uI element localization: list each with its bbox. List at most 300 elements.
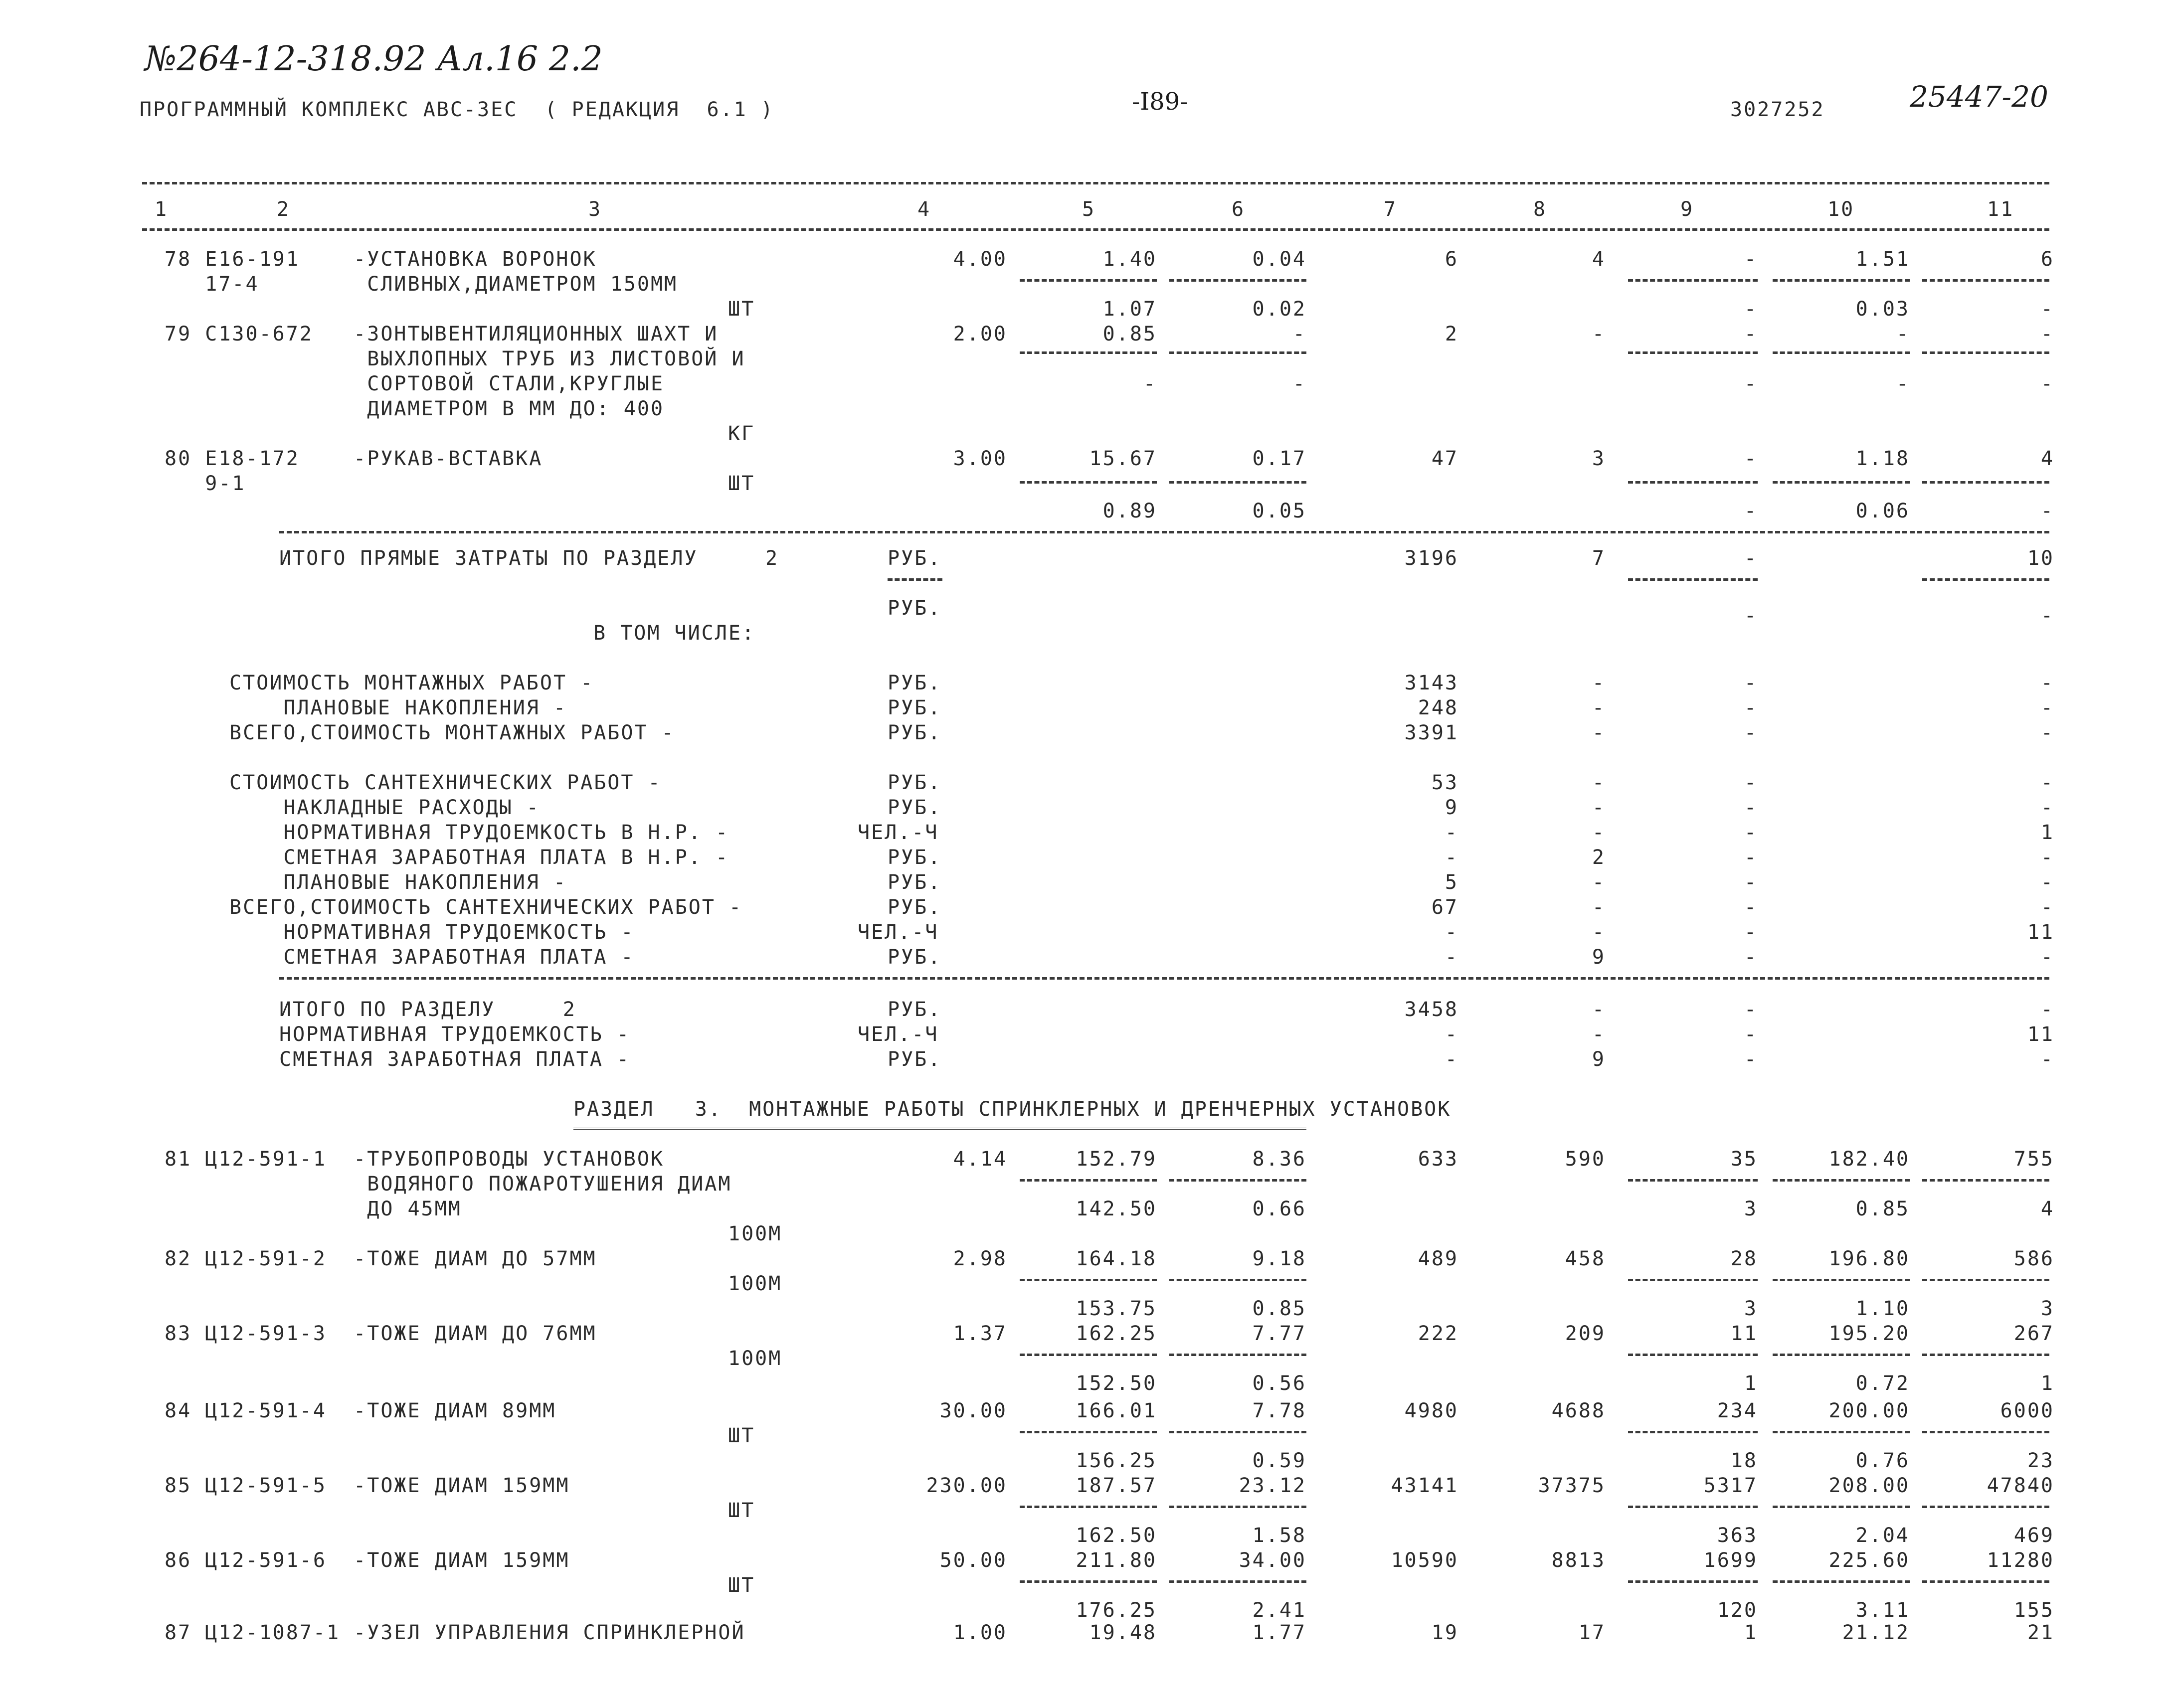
cell-c11: 21 [2027, 1621, 2054, 1644]
summary-line-unit: РУБ. [888, 871, 942, 894]
cell-c6: 34.00 [1239, 1549, 1306, 1572]
cell-c9: - [1744, 447, 1758, 470]
cell-c6: 7.77 [1252, 1322, 1306, 1345]
cell-c10: 195.20 [1828, 1322, 1910, 1345]
cell-c11: 3 [2040, 1297, 2054, 1320]
summary-line-unit: РУБ. [888, 896, 942, 919]
cell-c9: 234 [1717, 1399, 1758, 1422]
summary-c9: - [1744, 846, 1758, 869]
section-total-c11: - [2040, 998, 2054, 1021]
summary-line-label: СМЕТНАЯ ЗАРАБОТНАЯ ПЛАТА В Н.Р. - [229, 846, 729, 869]
cell-c10: 0.76 [1855, 1449, 1910, 1472]
column-header-6: 6 [1232, 198, 1246, 221]
direct-costs-sub-c11: - [2040, 604, 2054, 627]
summary-c11: - [2040, 721, 2054, 744]
summary-c7: - [1445, 846, 1458, 869]
row-text: 82 Ц12-591-2 -ТОЖЕ ДИАМ ДО 57ММ [165, 1247, 597, 1270]
row-text: 78 Е16-191 -УСТАНОВКА ВОРОНОК [165, 248, 597, 271]
cell-c8: 3 [1592, 447, 1606, 470]
direct-costs-c9: - [1744, 547, 1758, 570]
summary-line-unit: ЧЕЛ.-Ч [858, 921, 939, 944]
dashed-rule [1922, 578, 2049, 581]
cell-c10: 3.11 [1855, 1599, 1910, 1622]
cell-c6: 0.04 [1252, 248, 1306, 271]
dashed-rule [1773, 1431, 1910, 1433]
dashed-rule [1773, 1354, 1910, 1356]
section-total-c9: - [1744, 998, 1758, 1021]
cell-c6: - [1292, 372, 1306, 395]
summary-line-label: НОРМАТИВНАЯ ТРУДОЕМКОСТЬ В Н.Р. - [229, 821, 729, 844]
program-header: ПРОГРАММНЫЙ КОМПЛЕКС АВС-3ЕС ( РЕДАКЦИЯ 6.1 ) [140, 98, 774, 121]
cell-c5: 0.89 [1102, 500, 1157, 522]
dashed-rule [1773, 1179, 1910, 1182]
summary-line-label: НАКЛАДНЫЕ РАСХОДЫ - [229, 796, 540, 819]
summary-c7: 3391 [1404, 721, 1458, 744]
cell-c5: 0.85 [1102, 323, 1157, 345]
summary-c9: - [1744, 696, 1758, 719]
cell-c9: - [1744, 298, 1758, 321]
row-unit: ШТ [728, 1574, 755, 1597]
direct-costs-c11: 10 [2027, 547, 2054, 570]
cell-c10: 0.72 [1855, 1372, 1910, 1395]
summary-c7: 53 [1431, 771, 1458, 794]
cell-c4: 2.98 [953, 1247, 1007, 1270]
cell-c7: 10590 [1391, 1549, 1458, 1572]
direct-costs-c7: 3196 [1404, 547, 1458, 570]
dashed-rule [142, 228, 2049, 231]
dashed-rule [1922, 1179, 2049, 1182]
row-text: 9-1 [165, 472, 246, 495]
cell-c10: 1.10 [1855, 1297, 1910, 1320]
summary-line-label: НОРМАТИВНАЯ ТРУДОЕМКОСТЬ - [229, 921, 635, 944]
cell-c8: 37375 [1538, 1474, 1606, 1497]
dashed-rule [1922, 1431, 2049, 1433]
cell-c9: - [1744, 323, 1758, 345]
cell-c10: - [1896, 323, 1910, 345]
cell-c6: 0.17 [1252, 447, 1306, 470]
dashed-rule [1169, 481, 1306, 484]
summary-c9: - [1744, 946, 1758, 969]
cell-c11: - [2040, 298, 2054, 321]
handwritten-doc-ref: №264-12-318.92 Ал.16 2.2 [145, 39, 603, 79]
cell-c9: 11 [1730, 1322, 1758, 1345]
cell-c7: 43141 [1391, 1474, 1458, 1497]
cell-c6: 0.56 [1252, 1372, 1306, 1395]
direct-costs-sub-unit: РУБ. [888, 597, 942, 620]
column-header-5: 5 [1082, 198, 1096, 221]
row-text: СОРТОВОЙ СТАЛИ,КРУГЛЫЕ [165, 372, 665, 395]
cell-c10: 0.85 [1855, 1197, 1910, 1220]
dashed-rule [1169, 1431, 1306, 1433]
summary-line-label: СТОИМОСТЬ САНТЕХНИЧЕСКИХ РАБОТ - [229, 771, 662, 794]
cell-c5: 162.50 [1076, 1524, 1157, 1547]
cell-c6: - [1292, 323, 1306, 345]
cell-c5: 156.25 [1076, 1449, 1157, 1472]
row-text: 83 Ц12-591-3 -ТОЖЕ ДИАМ ДО 76ММ [165, 1322, 597, 1345]
summary-line-unit: РУБ. [888, 946, 942, 969]
summary-c7: 9 [1445, 796, 1458, 819]
direct-costs-sub-c9: - [1744, 604, 1758, 627]
cell-c8: 4 [1592, 248, 1606, 271]
row-text: ДО 45ММ [165, 1197, 462, 1220]
dashed-rule [1020, 1354, 1157, 1356]
handwritten-code: 25447-20 [1910, 80, 2048, 114]
cell-c8: 17 [1578, 1621, 1606, 1644]
cell-c6: 0.85 [1252, 1297, 1306, 1320]
row-text: 79 С130-672 -ЗОНТЫВЕНТИЛЯЦИОННЫХ ШАХТ И [165, 323, 719, 345]
dashed-rule [1020, 1506, 1157, 1508]
cell-c6: 0.66 [1252, 1197, 1306, 1220]
cell-c4: 3.00 [953, 447, 1007, 470]
dashed-rule [1922, 279, 2049, 282]
dashed-rule [1020, 351, 1157, 354]
cell-c11: 6 [2040, 248, 2054, 271]
section-total-c7: 3458 [1404, 998, 1458, 1021]
summary-c7: - [1445, 921, 1458, 944]
summary-c9: - [1744, 771, 1758, 794]
cell-c11: 4 [2040, 447, 2054, 470]
dashed-rule [279, 531, 2049, 533]
column-header-7: 7 [1384, 198, 1398, 221]
dashed-rule [1628, 351, 1758, 354]
cell-c6: 7.78 [1252, 1399, 1306, 1422]
cell-c11: 755 [2013, 1148, 2054, 1171]
cell-c9: 18 [1730, 1449, 1758, 1472]
dashed-rule [1020, 1431, 1157, 1433]
dashed-rule [1169, 279, 1306, 282]
summary-c8: - [1592, 921, 1606, 944]
cell-c11: - [2040, 500, 2054, 522]
cell-c6: 0.02 [1252, 298, 1306, 321]
cell-c5: 211.80 [1076, 1549, 1157, 1572]
cell-c5: 1.07 [1102, 298, 1157, 321]
cell-c11: 23 [2027, 1449, 2054, 1472]
direct-costs-label: ИТОГО ПРЯМЫЕ ЗАТРАТЫ ПО РАЗДЕЛУ 2 [279, 547, 779, 570]
summary-line-unit: РУБ. [888, 771, 942, 794]
dashed-rule [888, 578, 942, 581]
cell-c7: 2 [1445, 323, 1458, 345]
dashed-rule [1628, 279, 1758, 282]
cell-c5: 187.57 [1076, 1474, 1157, 1497]
cell-c4: 2.00 [953, 323, 1007, 345]
cell-c5: 176.25 [1076, 1599, 1157, 1622]
cell-c5: 162.25 [1076, 1322, 1157, 1345]
summary-c7: 3143 [1404, 672, 1458, 694]
cell-c5: 152.50 [1076, 1372, 1157, 1395]
row-text: ВОДЯНОГО ПОЖАРОТУШЕНИЯ ДИАМ [165, 1173, 732, 1196]
cell-c7: 489 [1418, 1247, 1458, 1270]
cell-c11: 11280 [1987, 1549, 2054, 1572]
cell-c6: 0.59 [1252, 1449, 1306, 1472]
summary-c11: - [2040, 672, 2054, 694]
summary-line-label: ПЛАНОВЫЕ НАКОПЛЕНИЯ - [229, 696, 567, 719]
dashed-rule [1922, 1354, 2049, 1356]
cell-c7: 4980 [1404, 1399, 1458, 1422]
summary-line-label: ВСЕГО,СТОИМОСТЬ МОНТАЖНЫХ РАБОТ - [229, 721, 675, 744]
cell-c10: 196.80 [1828, 1247, 1910, 1270]
cell-c9: - [1744, 500, 1758, 522]
cell-c9: 35 [1730, 1148, 1758, 1171]
cell-c5: 166.01 [1076, 1399, 1157, 1422]
summary-c9: - [1744, 796, 1758, 819]
dashed-rule [1628, 1431, 1758, 1433]
summary-c8: - [1592, 821, 1606, 844]
summary-c9: - [1744, 896, 1758, 919]
column-header-2: 2 [277, 198, 291, 221]
column-header-3: 3 [588, 198, 602, 221]
dashed-rule [142, 182, 2049, 184]
cell-c4: 30.00 [939, 1399, 1007, 1422]
row-text: ВЫХЛОПНЫХ ТРУБ ИЗ ЛИСТОВОЙ И [165, 347, 745, 370]
summary-c11: - [2040, 846, 2054, 869]
dashed-rule [1628, 1580, 1758, 1583]
cell-c5: 152.79 [1076, 1148, 1157, 1171]
summary-line-label: ВСЕГО,СТОИМОСТЬ САНТЕХНИЧЕСКИХ РАБОТ - [229, 896, 743, 919]
dashed-rule [1922, 1279, 2049, 1281]
including-label: В ТОМ ЧИСЛЕ: [593, 622, 755, 645]
direct-costs-unit: РУБ. [888, 547, 942, 570]
section3-title: РАЗДЕЛ 3. МОНТАЖНЫЕ РАБОТЫ СПРИНКЛЕРНЫХ И ДРЕНЧЕРНЫХ УСТАНОВОК [573, 1098, 1452, 1121]
cell-c8: 590 [1565, 1148, 1606, 1171]
dashed-rule [1020, 1179, 1157, 1182]
section-total-c11: - [2040, 1048, 2054, 1071]
cell-c10: 200.00 [1828, 1399, 1910, 1422]
row-text: ДИАМЕТРОМ В ММ ДО: 400 [165, 397, 665, 420]
cell-c11: 1 [2040, 1372, 2054, 1395]
summary-c9: - [1744, 821, 1758, 844]
summary-c9: - [1744, 921, 1758, 944]
summary-c11: - [2040, 696, 2054, 719]
cell-c10: 208.00 [1828, 1474, 1910, 1497]
cell-c5: 1.40 [1102, 248, 1157, 271]
dashed-rule [1169, 1179, 1306, 1182]
dashed-rule [1020, 279, 1157, 282]
cell-c10: 21.12 [1842, 1621, 1910, 1644]
cell-c7: 47 [1431, 447, 1458, 470]
cell-c8: 4688 [1551, 1399, 1606, 1422]
double-rule [573, 1128, 1306, 1133]
cell-c9: 120 [1717, 1599, 1758, 1622]
cell-c10: 1.51 [1855, 248, 1910, 271]
row-unit: ШТ [728, 1499, 755, 1522]
summary-c8: - [1592, 796, 1606, 819]
summary-c9: - [1744, 871, 1758, 894]
section-total-c9: - [1744, 1023, 1758, 1046]
row-text: 85 Ц12-591-5 -ТОЖЕ ДИАМ 159ММ [165, 1474, 570, 1497]
cell-c11: 155 [2013, 1599, 2054, 1622]
section-total-c7: - [1445, 1023, 1458, 1046]
cell-c8: - [1592, 323, 1606, 345]
row-text: 17-4 СЛИВНЫХ,ДИАМЕТРОМ 150ММ [165, 273, 678, 296]
direct-costs-c8: 7 [1592, 547, 1606, 570]
cell-c6: 8.36 [1252, 1148, 1306, 1171]
cell-c4: 4.14 [953, 1148, 1007, 1171]
page-number: -I89- [1132, 88, 1188, 116]
cell-c10: 182.40 [1828, 1148, 1910, 1171]
dashed-rule [1169, 1506, 1306, 1508]
cell-c6: 1.58 [1252, 1524, 1306, 1547]
cell-c9: - [1744, 248, 1758, 271]
cell-c5: 164.18 [1076, 1247, 1157, 1270]
row-text: 81 Ц12-591-1 -ТРУБОПРОВОДЫ УСТАНОВОК [165, 1148, 665, 1171]
cell-c6: 0.05 [1252, 500, 1306, 522]
cell-c9: 1 [1744, 1372, 1758, 1395]
cell-c9: 1699 [1703, 1549, 1758, 1572]
summary-c9: - [1744, 672, 1758, 694]
section-total-label: СМЕТНАЯ ЗАРАБОТНАЯ ПЛАТА - [279, 1048, 631, 1071]
cell-c5: 153.75 [1076, 1297, 1157, 1320]
cell-c9: 5317 [1703, 1474, 1758, 1497]
cell-c4: 230.00 [926, 1474, 1007, 1497]
section-total-c8: 9 [1592, 1048, 1606, 1071]
cell-c9: 363 [1717, 1524, 1758, 1547]
summary-c11: - [2040, 871, 2054, 894]
summary-line-unit: РУБ. [888, 846, 942, 869]
dashed-rule [279, 977, 2049, 980]
cell-c11: - [2040, 323, 2054, 345]
dashed-rule [1628, 1179, 1758, 1182]
summary-c7: 5 [1445, 871, 1458, 894]
row-text: 86 Ц12-591-6 -ТОЖЕ ДИАМ 159ММ [165, 1549, 570, 1572]
row-unit: ШТ [728, 1424, 755, 1447]
cell-c10: - [1896, 372, 1910, 395]
dashed-rule [1922, 351, 2049, 354]
dashed-rule [1922, 1580, 2049, 1583]
summary-c8: - [1592, 771, 1606, 794]
cell-c6: 23.12 [1239, 1474, 1306, 1497]
summary-c8: - [1592, 721, 1606, 744]
cell-c11: 6000 [2000, 1399, 2054, 1422]
summary-c8: - [1592, 672, 1606, 694]
row-unit: ШТ [728, 472, 755, 495]
dashed-rule [1628, 1506, 1758, 1508]
cell-c9: 1 [1744, 1621, 1758, 1644]
cell-c9: 28 [1730, 1247, 1758, 1270]
section-total-c8: - [1592, 998, 1606, 1021]
cell-c7: 6 [1445, 248, 1458, 271]
dashed-rule [1773, 481, 1910, 484]
row-unit: ШТ [728, 298, 755, 321]
dashed-rule [1773, 1279, 1910, 1281]
section-total-c11: 11 [2027, 1023, 2054, 1046]
dashed-rule [1922, 1506, 2049, 1508]
cell-c6: 9.18 [1252, 1247, 1306, 1270]
summary-c8: 9 [1592, 946, 1606, 969]
cell-c11: 47840 [1987, 1474, 2054, 1497]
section-total-unit: РУБ. [888, 998, 942, 1021]
dashed-rule [1020, 1279, 1157, 1281]
column-header-1: 1 [155, 198, 169, 221]
cell-c11: 469 [2013, 1524, 2054, 1547]
dashed-rule [1169, 1354, 1306, 1356]
summary-c8: - [1592, 896, 1606, 919]
row-unit: КГ [728, 422, 755, 445]
cell-c4: 1.00 [953, 1621, 1007, 1644]
cell-c7: 19 [1431, 1621, 1458, 1644]
cell-c10: 2.04 [1855, 1524, 1910, 1547]
cell-c8: 8813 [1551, 1549, 1606, 1572]
column-header-11: 11 [1987, 198, 2014, 221]
cell-c9: 3 [1744, 1197, 1758, 1220]
cell-c11: - [2040, 372, 2054, 395]
summary-c7: - [1445, 946, 1458, 969]
dashed-rule [1169, 351, 1306, 354]
summary-c8: 2 [1592, 846, 1606, 869]
cell-c8: 209 [1565, 1322, 1606, 1345]
section-total-c8: - [1592, 1023, 1606, 1046]
cell-c4: 1.37 [953, 1322, 1007, 1345]
dashed-rule [1020, 481, 1157, 484]
summary-c7: 67 [1431, 896, 1458, 919]
dashed-rule [1628, 1279, 1758, 1281]
summary-line-unit: РУБ. [888, 696, 942, 719]
cell-c10: 1.18 [1855, 447, 1910, 470]
cell-c5: 142.50 [1076, 1197, 1157, 1220]
cell-c11: 267 [2013, 1322, 2054, 1345]
summary-c11: - [2040, 946, 2054, 969]
dashed-rule [1169, 1279, 1306, 1281]
summary-line-label: СТОИМОСТЬ МОНТАЖНЫХ РАБОТ - [229, 672, 594, 694]
cell-c9: 3 [1744, 1297, 1758, 1320]
cell-c9: - [1744, 372, 1758, 395]
cell-c7: 633 [1418, 1148, 1458, 1171]
summary-line-unit: РУБ. [888, 796, 942, 819]
dashed-rule [1628, 1354, 1758, 1356]
cell-c7: 222 [1418, 1322, 1458, 1345]
cell-c10: 0.03 [1855, 298, 1910, 321]
dashed-rule [1773, 279, 1910, 282]
dashed-rule [1773, 1506, 1910, 1508]
summary-c11: - [2040, 771, 2054, 794]
row-unit: 100М [728, 1272, 782, 1295]
cell-c8: 458 [1565, 1247, 1606, 1270]
dashed-rule [1169, 1580, 1306, 1583]
summary-c11: - [2040, 896, 2054, 919]
summary-c8: - [1592, 696, 1606, 719]
column-header-8: 8 [1533, 198, 1547, 221]
summary-c11: 11 [2027, 921, 2054, 944]
column-header-4: 4 [917, 198, 931, 221]
dashed-rule [1922, 481, 2049, 484]
cell-c4: 50.00 [939, 1549, 1007, 1572]
section-total-unit: РУБ. [888, 1048, 942, 1071]
cell-c11: 586 [2013, 1247, 2054, 1270]
row-text: 84 Ц12-591-4 -ТОЖЕ ДИАМ 89ММ [165, 1399, 556, 1422]
summary-line-label: СМЕТНАЯ ЗАРАБОТНАЯ ПЛАТА - [229, 946, 635, 969]
cell-c10: 225.60 [1828, 1549, 1910, 1572]
row-text: 87 Ц12-1087-1 -УЗЕЛ УПРАВЛЕНИЯ СПРИНКЛЕРНОЙ [165, 1621, 745, 1644]
cell-c5: - [1143, 372, 1157, 395]
dashed-rule [1773, 351, 1910, 354]
row-unit: 100М [728, 1347, 782, 1370]
cell-c11: 4 [2040, 1197, 2054, 1220]
summary-c8: - [1592, 871, 1606, 894]
cell-c10: 0.06 [1855, 500, 1910, 522]
section-total-label: НОРМАТИВНАЯ ТРУДОЕМКОСТЬ - [279, 1023, 631, 1046]
dashed-rule [1628, 481, 1758, 484]
summary-c7: 248 [1418, 696, 1458, 719]
cell-c4: 4.00 [953, 248, 1007, 271]
cell-c6: 1.77 [1252, 1621, 1306, 1644]
summary-line-label: ПЛАНОВЫЕ НАКОПЛЕНИЯ - [229, 871, 567, 894]
column-header-9: 9 [1680, 198, 1694, 221]
dashed-rule [1020, 1580, 1157, 1583]
column-header-10: 10 [1827, 198, 1855, 221]
section-total-c7: - [1445, 1048, 1458, 1071]
section-total-unit: ЧЕЛ.-Ч [858, 1023, 939, 1046]
section-total-label: ИТОГО ПО РАЗДЕЛУ 2 [279, 998, 576, 1021]
summary-line-unit: РУБ. [888, 721, 942, 744]
